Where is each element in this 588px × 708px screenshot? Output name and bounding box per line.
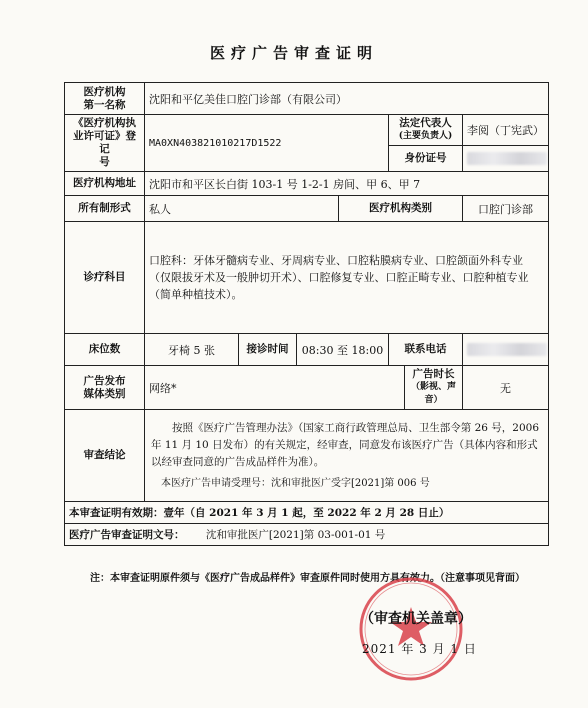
seal-caption: （审查机关盖章） [360, 611, 472, 627]
label-cert-no: 医疗广告审查证明文号： [69, 529, 185, 541]
row-media [65, 366, 549, 410]
conclusion-text: 按照《医疗广告管理办法》（国家工商行政管理总局、卫生部令第 26 号，2006 年 11 月 10 日发布）的有关规定，经审查，同意发布该医疗广告（具体内容和形式以经审查同意的广告成品样件为准）。 [151, 421, 540, 468]
value-cert-no [65, 524, 549, 546]
value-address: 沈阳市和平区长白街 103-1 号 1-2-1 房间、甲 6、甲 7 [145, 172, 549, 196]
label-ownership: 所有制形式 [65, 196, 145, 222]
label-address: 医疗机构地址 [65, 172, 145, 196]
label-phone: 联系电话 [389, 334, 463, 366]
row-validity [65, 502, 549, 524]
row-address [65, 172, 549, 196]
row-ownership [65, 196, 549, 222]
row-conclusion [65, 410, 549, 502]
value-validity: 本审查证明有效期：壹年（自 2021 年 3 月 1 起，至 2022 年 2 月 28 日止） [65, 502, 549, 524]
label-hours: 接诊时间 [239, 334, 297, 366]
value-institution-name: 沈阳和平亿美佳口腔门诊部（有限公司） [145, 83, 549, 115]
sign-date: 2021 年 3 月 1 日 [362, 642, 477, 656]
value-category: 口腔门诊部 [463, 196, 549, 222]
value-conclusion [145, 410, 549, 502]
row-license [65, 115, 549, 146]
footer-note: 注：本审查证明原件须与《医疗广告成品样件》审查原件同时使用方具有效力。（注意事项见背面） [90, 573, 525, 584]
page-title: 医疗广告审查证明 [209, 44, 378, 62]
value-legal-rep: 李阅（丁宪武） [463, 115, 549, 146]
row-beds [65, 334, 549, 366]
value-license-no: MA0XN403821010217D1522 [145, 115, 389, 172]
label-institution-name: 医疗机构 第一名称 [65, 83, 145, 115]
redacted-block [467, 343, 547, 356]
official-seal-icon [355, 573, 467, 685]
application-number: 本医疗广告申请受理号：沈和审批医广受字[2021]第 006 号 [161, 477, 430, 489]
label-media: 广告发布 媒体类别 [65, 366, 145, 410]
certificate-table [64, 82, 549, 546]
value-ownership: 私人 [145, 196, 339, 222]
row-institution-name [65, 83, 549, 115]
label-id: 身份证号 [389, 146, 463, 172]
label-legal-rep: 法定代表人 (主要负责人) [389, 115, 463, 146]
value-phone-redacted [463, 334, 549, 366]
row-subjects [65, 222, 549, 334]
row-cert-no [65, 524, 549, 546]
value-duration: 无 [463, 366, 549, 410]
cert-number: 沈和审批医广[2021]第 03-001-01 号 [205, 529, 386, 541]
value-id-redacted [463, 146, 549, 172]
label-duration: 广告时长 （影视、声音） [405, 366, 463, 410]
value-subjects: 口腔科：牙体牙髓病专业、牙周病专业、口腔粘膜病专业、口腔颌面外科专业（仅限拔牙术及一般肿切开术）、口腔修复专业、口腔正畸专业、口腔种植专业（简单种植技术）。 [145, 222, 549, 334]
label-subjects: 诊疗科目 [65, 222, 145, 334]
value-hours: 08:30 至 18:00 [297, 334, 389, 366]
label-beds: 床位数 [65, 334, 145, 366]
label-license: 《医疗机构执 业许可证》登记 号 [65, 115, 145, 172]
value-media: 网络* [145, 366, 405, 410]
label-conclusion: 审查结论 [65, 410, 145, 502]
label-category: 医疗机构类别 [339, 196, 463, 222]
redacted-block [467, 152, 547, 165]
value-beds: 牙椅 5 张 [145, 334, 239, 366]
